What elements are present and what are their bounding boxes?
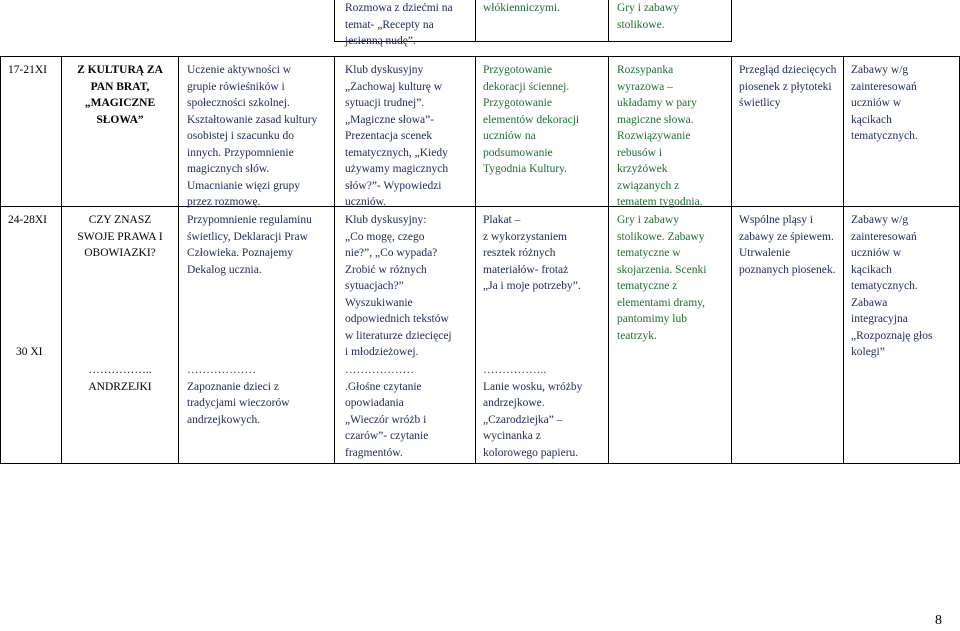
- talks-cell: Klub dyskusyjny: „Co mogę, czego nie?”, „Co wypada? Zrobić w różnych sytuacjach?” Wyszukiwanie odpowiednich tekstów w literaturze dziecięcej i młodzieżowej.: [345, 214, 452, 358]
- top-cell-games: Gry i zabawy stolikowe.: [617, 2, 679, 31]
- table-rule: [334, 0, 335, 42]
- goals-cell-andrzejki: ……………… Zapoznanie dzieci z tradycjami wieczorów andrzejkowych.: [187, 364, 290, 426]
- table-rule: [0, 206, 960, 207]
- table-rule: [0, 56, 960, 57]
- table-rule: [608, 56, 609, 464]
- music-cell: Przegląd dziecięcych piosenek z płytoteki świetlicy: [739, 64, 837, 109]
- top-cell-art: włókienniczymi.: [483, 2, 560, 14]
- table-rule: [843, 56, 844, 464]
- table-rule: [475, 0, 476, 42]
- theme-cell: Z KULTURĄ ZA PAN BRAT, „MAGICZNE SŁOWA”: [77, 64, 163, 126]
- table-rule: [61, 56, 62, 464]
- date-cell: 17-21XI: [8, 64, 47, 76]
- table-rule: [731, 56, 732, 464]
- table-rule: [334, 56, 335, 464]
- talks-cell-andrzejki: ……………… .Głośne czytanie opowiadania „Wieczór wróżb i czarów”- czytanie fragmentów.: [345, 364, 429, 459]
- games-cell: Rozsypanka wyrazowa – układamy w pary magiczne słowa. Rozwiązywanie rebusów i krzyżówek związanych z tematem tygodnia.: [617, 64, 703, 208]
- table-rule: [0, 463, 960, 464]
- date-cell-andrzejki: 30 XI: [16, 346, 43, 358]
- talks-cell: Klub dyskusyjny „Zachowaj kulturę w sytuacji trudnej”. „Magiczne słowa”- Prezentacja scenek tematycznych, „Kiedy używamy magicznych słów?”- Wypowiedzi uczniów.: [345, 64, 449, 208]
- page-number: 8: [935, 613, 942, 628]
- table-rule: [178, 56, 179, 464]
- free-play-cell: Zabawy w/g zainteresowań uczniów w kącikach tematycznych. Zabawa integracyjna „Rozpoznaję głos kolegi”: [851, 214, 933, 358]
- theme-cell: CZY ZNASZ SWOJE PRAWA I OBOWIAZKI?: [77, 214, 163, 259]
- free-play-cell: Zabawy w/g zainteresowań uczniów w kącikach tematycznych.: [851, 64, 918, 142]
- top-cell-talks: Rozmowa z dziećmi na temat- „Recepty na jesienną nudę”.: [345, 2, 453, 47]
- music-cell: Wspólne pląsy i zabawy ze śpiewem. Utrwalenie poznanych piosenek.: [739, 214, 836, 276]
- art-cell: Przygotowanie dekoracji ściennej. Przygotowanie elementów dekoracji uczniów na podsumowanie Tygodnia Kultury.: [483, 64, 580, 175]
- table-rule: [608, 0, 609, 42]
- goals-cell: Uczenie aktywności w grupie rówieśników i społeczności szkolnej. Kształtowanie zasad kultury osobistej i szacunku do innych. Przypomnienie magicznych słów. Umacnianie więzi grupy przez rozmowę.: [187, 64, 318, 208]
- table-rule: [731, 0, 732, 42]
- art-cell-andrzejki: …………….. Lanie wosku, wróżby andrzejkowe. „Czarodziejka” – wycinanka z kolorowego papieru.: [483, 364, 583, 459]
- goals-cell: Przypomnienie regulaminu świetlicy, Deklaracji Praw Człowieka. Poznajemy Dekalog ucznia.: [187, 214, 312, 276]
- theme-cell-andrzejki: …………….. ANDRZEJKI: [88, 364, 152, 393]
- table-rule: [0, 56, 1, 464]
- date-cell: 24-28XI: [8, 214, 47, 226]
- art-cell: Plakat – z wykorzystaniem resztek różnych materiałów- frotaż „Ja i moje potrzeby”.: [483, 214, 581, 292]
- table-rule: [475, 56, 476, 464]
- games-cell: Gry i zabawy stolikowe. Zabawy tematyczne w skojarzenia. Scenki tematyczne z elementami dramy, pantomimy lub teatrzyk.: [617, 214, 707, 342]
